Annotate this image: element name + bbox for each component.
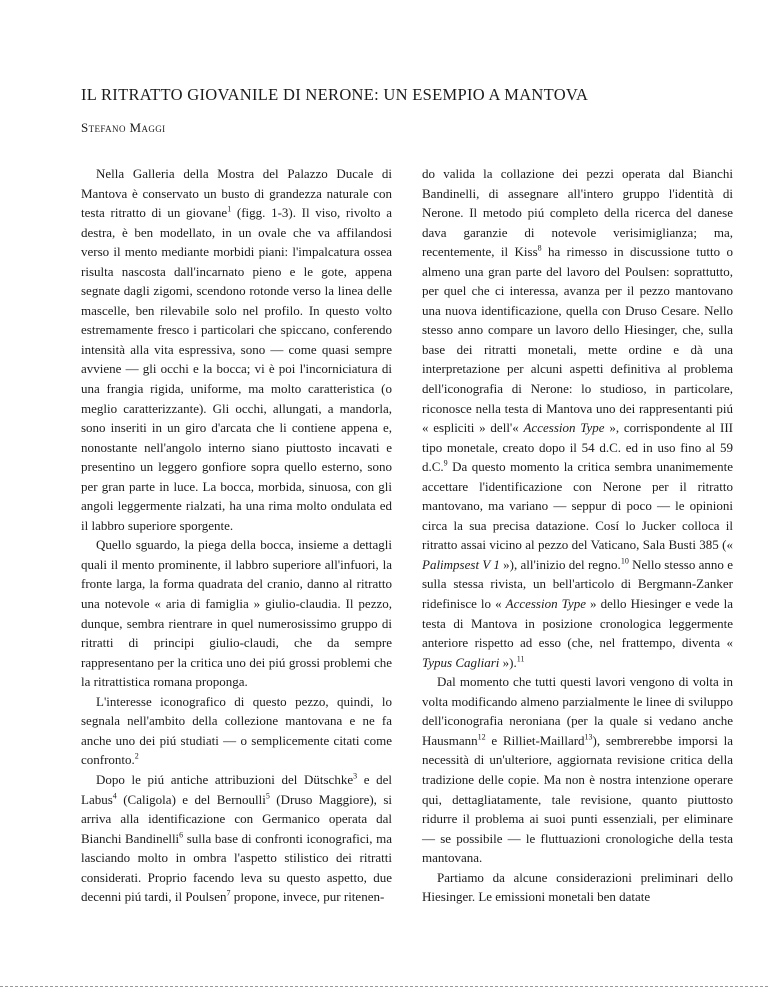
- footnote-ref[interactable]: 5: [265, 791, 270, 801]
- italic-term: Typus Cagliari: [422, 654, 500, 670]
- paragraph: Dopo le piú antiche attribuzioni del Dütschke$^3$ e del Labus$^4$ (Caligola) e del Bernoulli$^5$ (Druso Maggiore), si arriva alla identificazione con Germanico operata dal Bianchi Bandinelli$^6$ sulla base di confronti iconografici, ma lasciando molto in ombra l'aspetto stilistico dei ritratti considerati. Proprio facendo leva su questo aspetto, due decenni piú tardi, il Poulsen$^7$ propone, invece, pur ritenen-: [81, 771, 392, 905]
- footnote-ref[interactable]: 11: [516, 654, 525, 664]
- footnote-ref[interactable]: 2: [134, 752, 139, 762]
- paragraph: Partiamo da alcune considerazioni preliminari dello Hiesinger. Le emissioni monetali ben datate: [422, 869, 733, 905]
- footnote-ref[interactable]: 6: [179, 830, 184, 840]
- bottom-divider: [0, 986, 768, 987]
- paragraph: do valida la collazione dei pezzi operata dal Bianchi Bandinelli, di assegnare all'intero gruppo l'identità di Nerone. Il metodo piú completo della ricerca del danese dava garanzie di notevole verisimiglianza; ma, recentemente, il Kiss$^8$ ha rimesso in discussione tutto o almeno una gran parte del lavoro del Poulsen: soprattutto, per quel che ci interessa, avanza per il pezzo mantovano una nuova identificazione, quella con Druso Cesare. Nello stesso anno compare un lavoro dello Hiesinger, che, sulla base dei ritratti monetali, mette ordine e dà una interpretazione per alcuni aspetti definitiva al problema dell'iconografia di Nerone: lo studioso, in particolare, riconosce nella testa di Mantova uno dei rappresentanti piú « espliciti » dell'« Accession Type », corrispondente al III tipo monetale, creato dopo il 54 d.C. ed in uso fino al 59 d.C.$^9$ Da questo momento la critica sembra unanimemente accettare l'identificazione con Nerone per il ritratto mantovano, ma variano — seppur di poco — le opinioni circa la sua precisa datazione. Cosí lo Jucker colloca il ritratto assai vicino al pezzo del Vaticano, Sala Busti 385 (« Palimpsest V 1 »), all'inizio del regno.$^{10}$ Nello stesso anno e sulla stessa rivista, un bell'articolo di Bergmann-Zanker ridefinisce lo « Accession Type » dello Hiesinger e vede la testa di Mantova in posizione cronologica leggermente anteriore rispetto ad esso (che, nel frattempo, diventa « Typus Cagliari »).$^{11}$: [422, 166, 733, 670]
- paragraph: Dal momento che tutti questi lavori vengono di volta in volta modificando almeno parzialmente le linee di sviluppo dell'iconografia neroniana (per la quale si vedano anche Hausmann$^{12}$ e Rilliet-Maillard$^{13}$), sembrerebbe imporsi la necessità di un'ulteriore, aggiornata revisione critica della tradizione delle copie. Ma non è nostra intenzione operare qui, dettagliatamente, tale revisione, quanto piuttosto ridurre il problema ai suoi punti essenziali, per eliminare — se possibile — le fluttuazioni cronologiche della testa mantovana.: [422, 674, 733, 866]
- footnote-ref[interactable]: 3: [353, 771, 358, 781]
- footnote-ref[interactable]: 9: [443, 458, 448, 468]
- italic-term: Accession Type: [505, 596, 586, 612]
- footnote-ref[interactable]: 8: [537, 243, 542, 253]
- article-author: Stefano Maggi: [81, 120, 166, 135]
- italic-term: Accession Type: [523, 420, 605, 436]
- footnote-ref[interactable]: 1: [227, 204, 232, 214]
- article-title: IL RITRATTO GIOVANILE DI NERONE: UN ESEMPIO A MANTOVA: [81, 85, 589, 104]
- paragraph: L'interesse iconografico di questo pezzo, quindi, lo segnala nell'ambito della collezione mantovana e ne fa anche uno dei piú studiati — o semplicemente citati come confronto.$^2$: [81, 693, 392, 768]
- footnote-ref[interactable]: 13: [584, 732, 593, 742]
- italic-term: Palimpsest V 1: [422, 556, 500, 572]
- left-text-column: [81, 164, 392, 907]
- footnote-ref[interactable]: 4: [112, 791, 117, 801]
- paragraph: Nella Galleria della Mostra del Palazzo Ducale di Mantova è conservato un busto di grandezza naturale con testa ritratto di un giovane$^1$ (figg. 1-3). Il viso, rivolto a destra, è ben modellato, in un ovale che va affilandosi verso il mento mediante morbidi piani: l'impalcatura ossea risulta nascosta dall'incarnato pieno e le gote, appena segnate dagli zigomi, scendono rotonde verso la linea delle mascelle, ben rilevabile solo nel profilo. In questo volto estremamente fresco i particolari che spiccano, conferendo intensità alla vita espressiva, sono — come quasi sempre avviene — gli occhi e la bocca; vi è poi l'incorniciatura di una frangia rigida, uniforme, ma molto caratteristica (o meglio caratterizzante). Gli occhi, allungati, a mandorla, sono inseriti in un giro d'arcata che li contiene appena e, nonostante nell'angolo interno siano piuttosto incavati e presentino un leggero gonfiore sopra quello esterno, sono per gran parte in luce. La bocca, morbida, sinuosa, con gli angoli leggermente rialzati, ha una rima molto ondulata ed il labbro superiore sporgente.: [81, 166, 392, 533]
- footnote-ref[interactable]: 10: [620, 556, 629, 566]
- footnote-ref[interactable]: 7: [226, 888, 231, 898]
- right-text-column: [422, 164, 733, 907]
- paragraph: Quello sguardo, la piega della bocca, insieme a dettagli quali il mento prominente, il labbro superiore all'infuori, la fronte larga, la forma quadrata del cranio, danno al ritratto una notevole « aria di famiglia » giulio-claudia. Il pezzo, dunque, sembra rientrare in quel numerosissimo gruppo di ritratti di principi giulio-claudi, che da sempre rappresentano per la critica uno dei piú grossi problemi che la ritrattistica romana proponga.: [81, 537, 392, 690]
- footnote-ref[interactable]: 12: [477, 732, 486, 742]
